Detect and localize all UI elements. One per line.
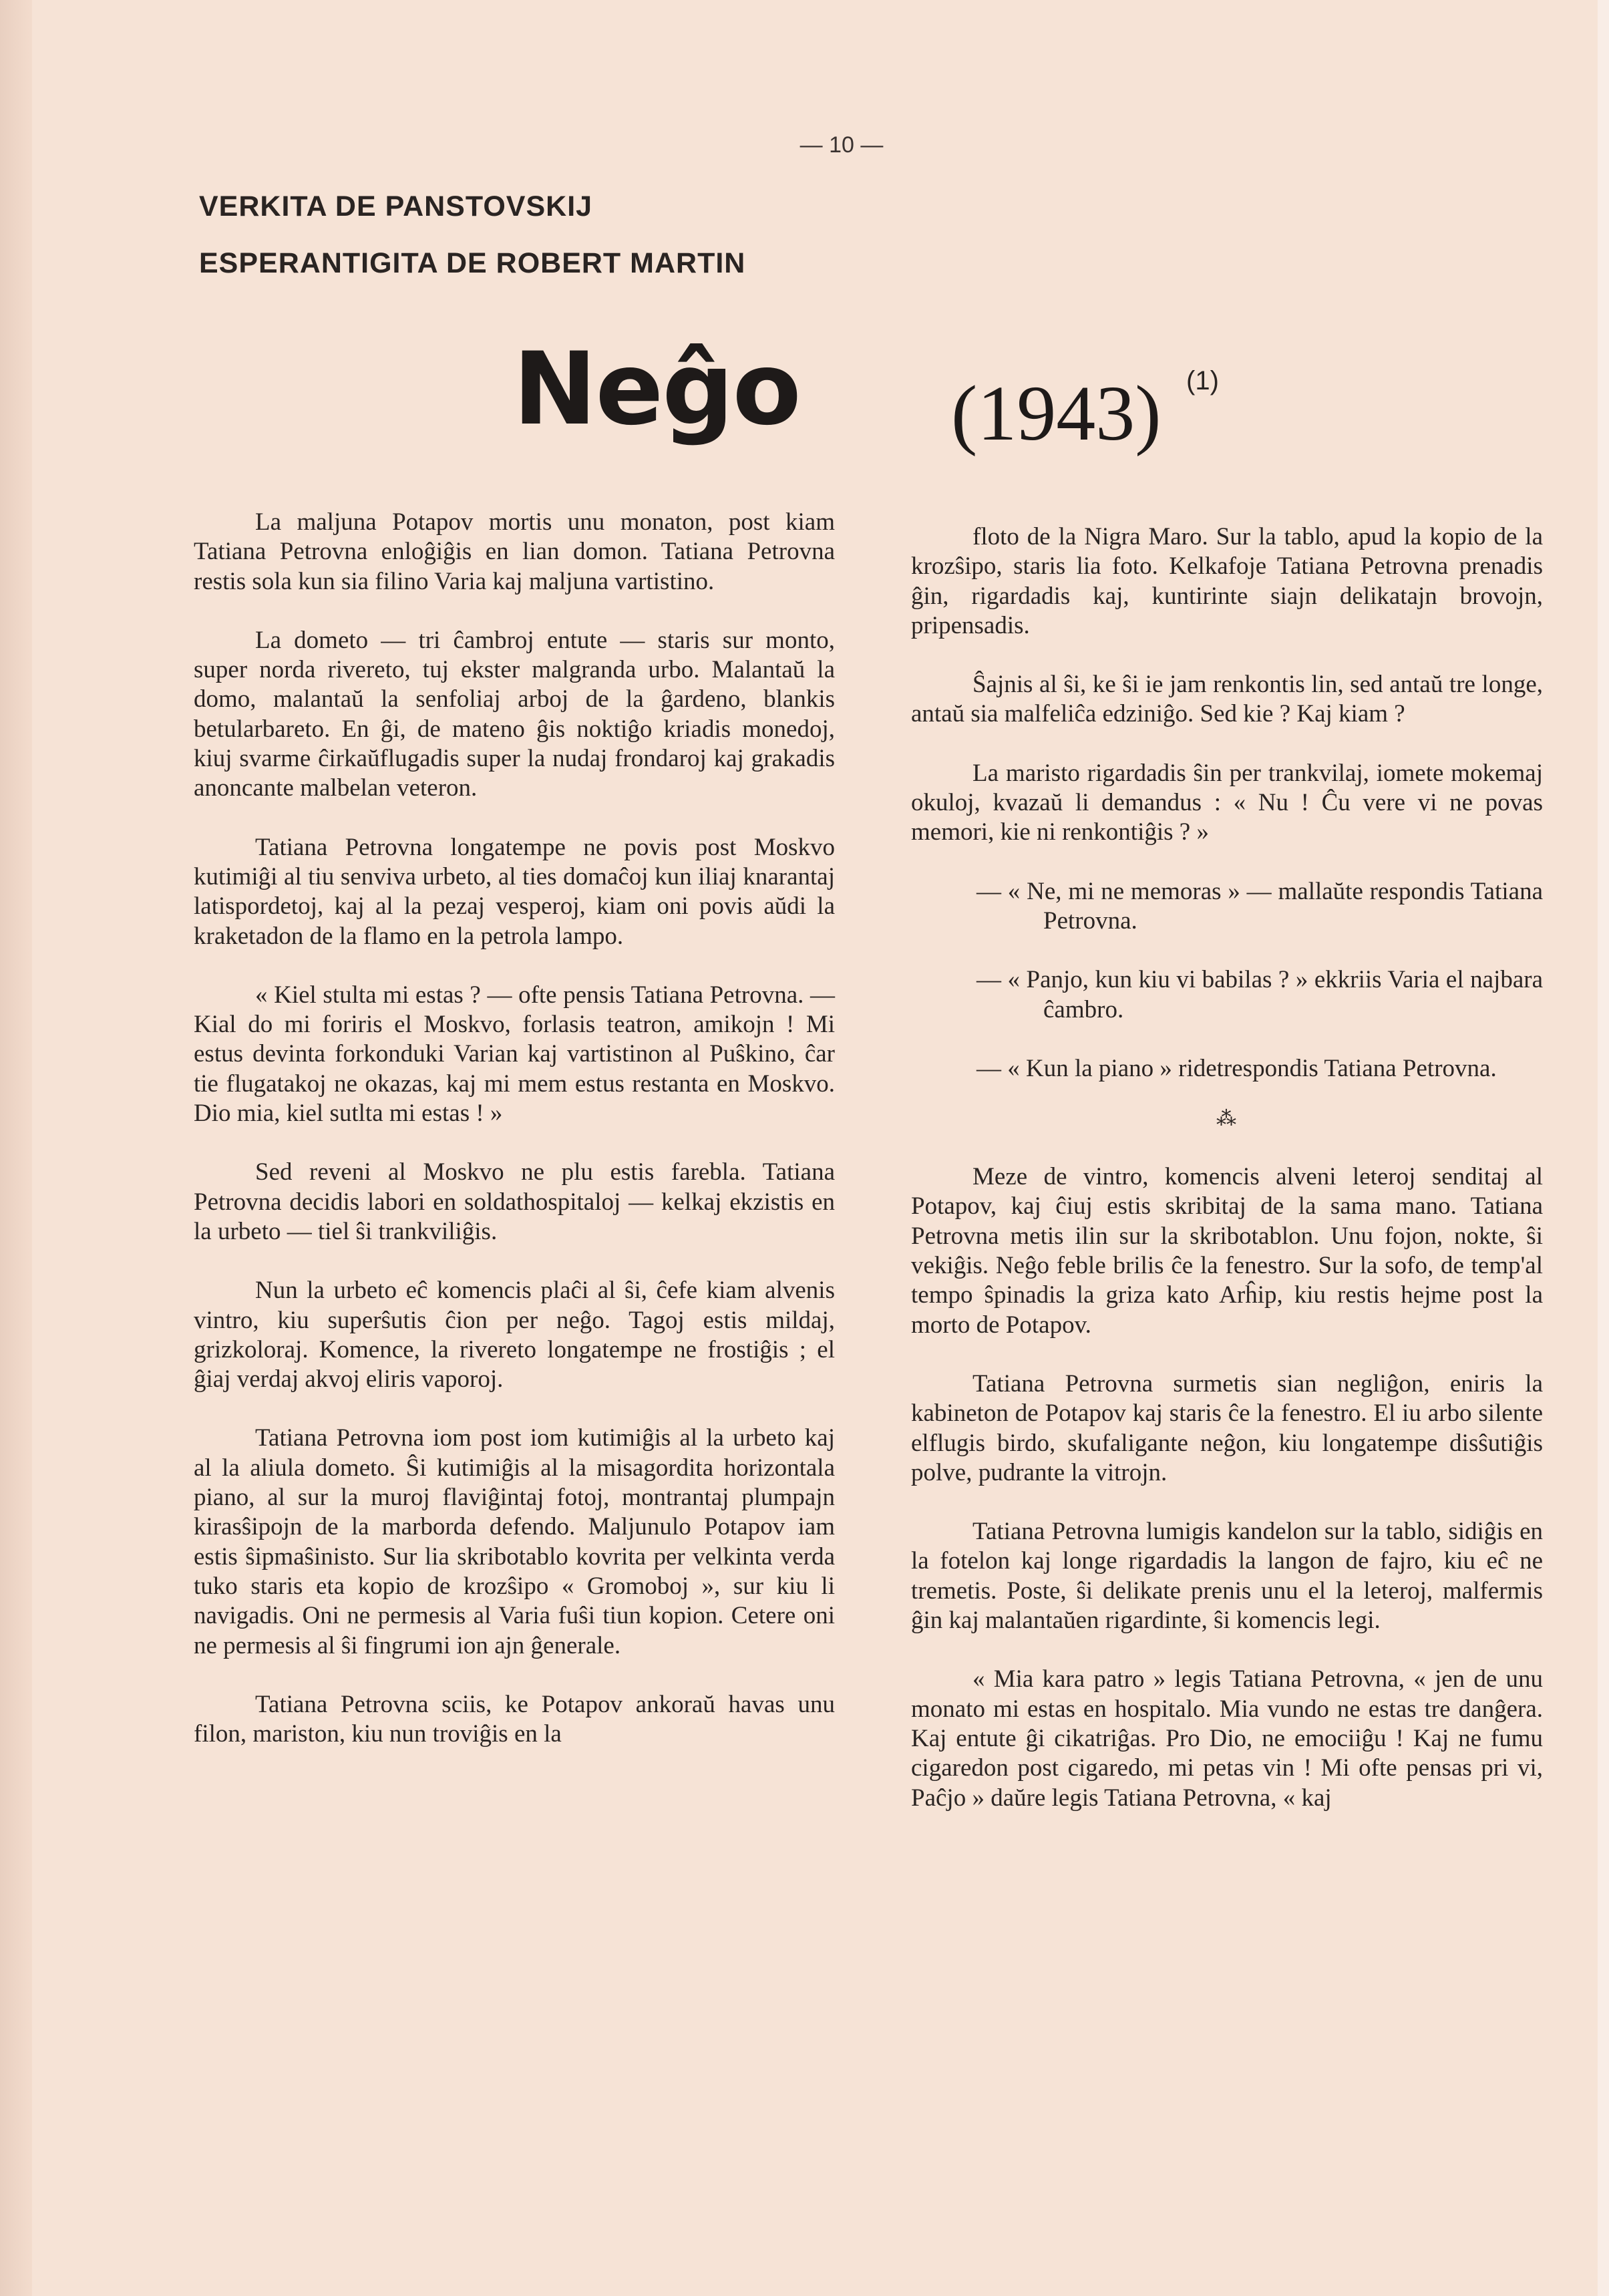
page-number: — 10 — (799, 132, 884, 158)
paragraph: Tatiana Petrovna surmetis sian negliĝon, eniris la kabineton de Potapov kaj staris ĉe la fenestro. El iu arbo silente elflugis birdo, skufaligante neĝon, kiu longatempe disŝutiĝis polve, pudrante la vitrojn. (911, 1369, 1543, 1486)
paragraph: Tatiana Petrovna longatempe ne povis post Moskvo kutimiĝi al tiu senviva urbeto, al ties domaĉoj kun iliaj knarantaj latispordetoj, kaj al la pezaj vesperoj, kiam oni povis aŭdi la kraketadon de la flamo en la petrola lampo. (194, 833, 835, 950)
author-line: VERKITA DE PANSTOVSKIJ (199, 190, 593, 222)
page-edge (1598, 0, 1609, 2296)
paragraph: Tatiana Petrovna lumigis kandelon sur la tablo, sidiĝis en la fotelon kaj longe rigardadis la langon de fajro, kiu eĉ ne tremetis. Poste, ŝi delikate prenis unu el la leteroj, malfermis ĝin kaj malantaŭen rigardinte, ŝi komencis legi. (911, 1518, 1543, 1635)
paragraph: floto de la Nigra Maro. Sur la tablo, apud la kopio de la krozŝipo, staris lia foto. Kelkafoje Tatiana Petrovna prenadis ĝin, rigardadis kaj, kuntirinte siajn delikatajn brovojn, pripensadis. (911, 523, 1543, 639)
section-break-asterism: ⁂ (1216, 1108, 1238, 1130)
paragraph: « Kiel stulta mi estas ? — ofte pensis Tatiana Petrovna. — Kial do mi foriris el Moskvo, forlasis teatron, amikojn ! Mi estus devinta forkonduki Varian kaj vartistinon al Puŝkino, ĉar tie flugatakoj ne okazas, kaj mi mem estus restanta en Moskvo. Dio mia, kiel sutlta mi estas ! » (194, 981, 835, 1128)
paragraph: Tatiana Petrovna iom post iom kutimiĝis al la urbeto kaj al la aliula dometo. Ŝi kutimiĝis al la misagordita horizontala piano, al sur la muroj flaviĝintaj fotoj, montrantaj plumpajn kirasŝipojn de la marborda defendo. Maljunulo Potapov iam estis ŝipmaŝinisto. Sur lia skribotablo kovrita per velkinta verda tuko staris eta kopio de krozŝipo « Gromoboj », sur kiu li navigadis. Oni ne permesis al Varia fuŝi tiun kopion. Cetere oni ne permesis al ŝi fingrumi ion ajn ĝenerale. (194, 1424, 835, 1659)
paragraph: Sed reveni al Moskvo ne plu estis farebla. Tatiana Petrovna decidis labori en soldathospitaloj — kelkaj ekzistis en la urbeto — tiel ŝi trankviliĝis. (194, 1158, 835, 1245)
dialog-line: — « Panjo, kun kiu vi babilas ? » ekkriis Varia el najbara ĉambro. (976, 966, 1543, 1023)
dialog-line: — « Kun la piano » ridetrespondis Tatiana Petrovna. (976, 1054, 1497, 1082)
translator-line: ESPERANTIGITA DE ROBERT MARTIN (199, 247, 746, 279)
paragraph: La maljuna Potapov mortis unu monaton, post kiam Tatiana Petrovna enloĝiĝis en lian domon. Tatiana Petrovna restis sola kun sia filino Varia kaj maljuna vartistino. (194, 508, 835, 595)
paragraph: Tatiana Petrovna sciis, ke Potapov ankoraŭ havas unu filon, mariston, kiu nun troviĝis en la (194, 1690, 835, 1748)
right-column (911, 522, 1543, 1842)
article-title: Neĝo (513, 331, 800, 448)
left-column (194, 508, 835, 1778)
paragraph: Ŝajnis al ŝi, ke ŝi ie jam renkontis lin, sed antaŭ tre longe, antaŭ sia malfeliĉa edziniĝo. Sed kie ? Kaj kiam ? (911, 671, 1543, 728)
footnote-marker: (1) (1186, 366, 1219, 395)
article-year: (1943) (951, 369, 1161, 457)
paragraph: La dometo — tri ĉambroj entute — staris sur monto, super norda rivereto, tuj ekster malgranda urbo. Malantaŭ la domo, malantaŭ la senfoliaj arboj de la ĝardeno, blankis betularbareto. En ĝi, de mateno ĝis noktiĝo kriadis monedoj, kiuj svarme ĉirkaŭflugadis super la nudaj frondaroj kaj grakadis anoncante malbelan veteron. (194, 626, 835, 802)
paragraph: Nun la urbeto eĉ komencis plaĉi al ŝi, ĉefe kiam alvenis vintro, kiu superŝutis ĉion per neĝo. Tagoj estis mildaj, grizkoloraj. Komence, la rivereto longatempe ne frostiĝis ; el ĝiaj verdaj akvoj eliris vaporoj. (194, 1277, 835, 1393)
paragraph: « Mia kara patro » legis Tatiana Petrovna, « jen de unu monato mi estas en hospitalo. Mia vundo ne estas tre danĝera. Kaj entute ĝi cikatriĝas. Pro Dio, ne emociiĝu ! Kaj ne fumu cigaredon post cigaredo, mi petas vin ! Mi ofte pensas pri vi, Paĉjo » daŭre legis Tatiana Petrovna, « kaj (911, 1665, 1543, 1812)
paragraph: La maristo rigardadis ŝin per trankvilaj, iomete mokemaj okuloj, kvazaŭ li demandus : « Nu ! Ĉu vere vi ne povas memori, kie ni renkontiĝis ? » (911, 759, 1543, 846)
page-binding-shadow (0, 0, 32, 2296)
dialog-line: — « Ne, mi ne memoras » — mallaŭte respondis Tatiana Petrovna. (976, 877, 1543, 935)
paragraph: Meze de vintro, komencis alveni leteroj senditaj al Potapov, kaj ĉiuj estis skribitaj de la sama mano. Tatiana Petrovna metis ilin sur la skribotablon. Unu fojon, nokte, ŝi vekiĝis. Neĝo feble brilis ĉe la fenestro. Sur la sofo, de temp'al tempo ŝpinadis la griza kato Arĥip, kiu restis hejme post la morto de Potapov. (911, 1163, 1543, 1339)
